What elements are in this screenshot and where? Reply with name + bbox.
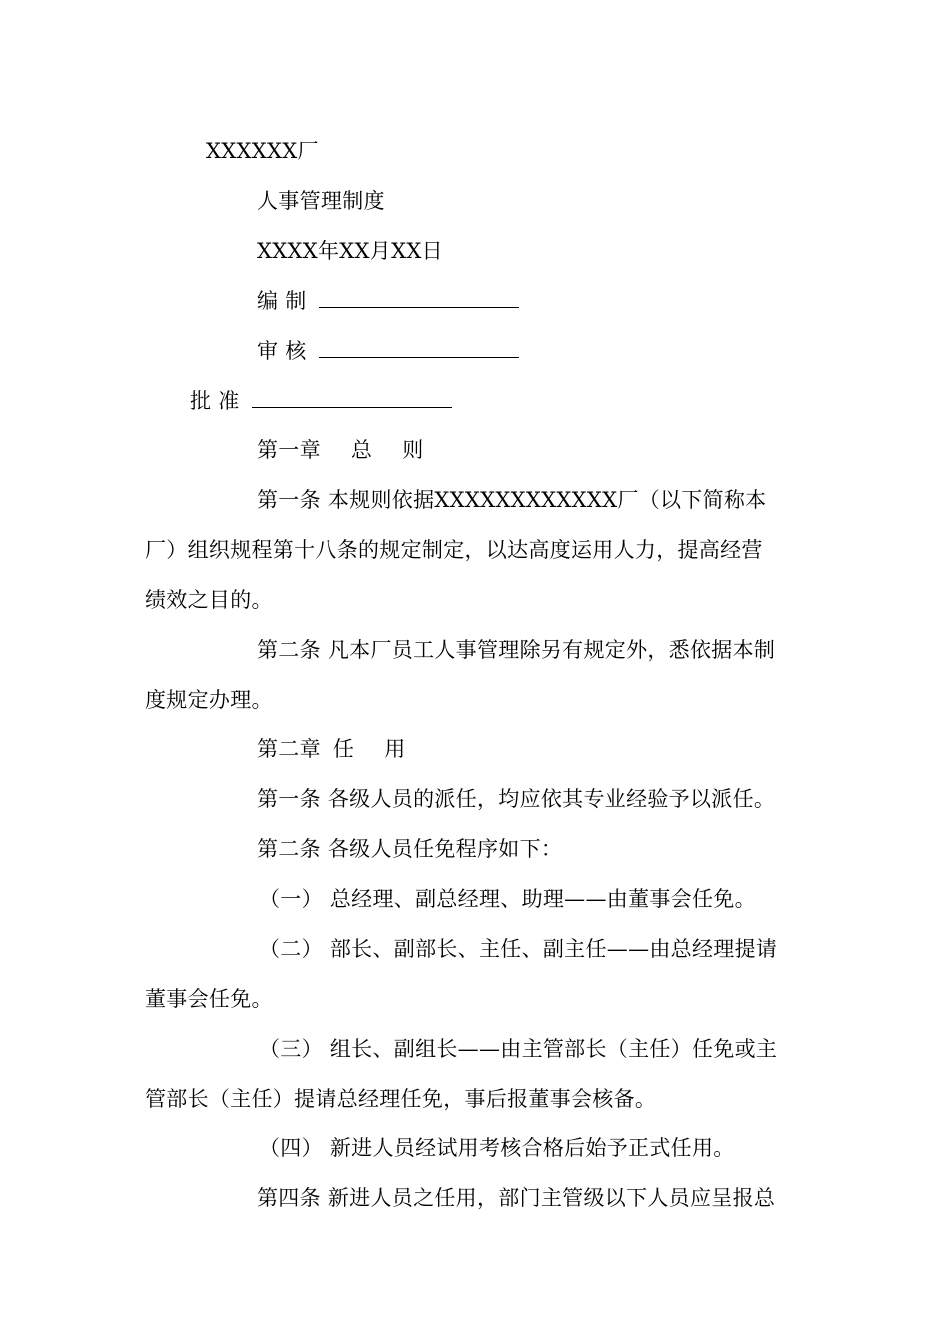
approve-row (190, 387, 452, 415)
chapter2-title-part1: 任 (332, 737, 355, 761)
document-title: 人事管理制度 (257, 189, 385, 213)
ch2-article2: 第二条 各级人员任免程序如下： (257, 837, 563, 861)
review-label: 审 核 (257, 339, 307, 363)
ch1-article2-line1: 第二条 凡本厂员工人事管理除另有规定外，悉依据本制 (257, 638, 776, 662)
chapter1-title-part1: 总 (350, 438, 373, 462)
ch2-item4: （四） 新进人员经试用考核合格后始予正式任用。 (259, 1136, 735, 1160)
chapter1-title-part2: 则 (402, 438, 424, 462)
approve-label: 批 准 (190, 389, 240, 413)
factory-name: XXXXXX厂 (206, 139, 319, 163)
compile-signature-blank (319, 289, 519, 308)
ch2-item3-line2: 管部长（主任）提请总经理任免，事后报董事会核备。 (145, 1087, 657, 1111)
approve-signature-blank (252, 389, 452, 408)
ch2-item2-line1: （二） 部长、副部长、主任、副主任——由总经理提请 (259, 937, 778, 961)
ch1-article1-line2: 厂）组织规程第十八条的规定制定，以达高度运用人力，提高经营 (145, 538, 763, 562)
chapter2-number: 第二章 (257, 737, 321, 761)
chapter1-heading (257, 436, 424, 464)
document-date: XXXX年XX月XX日 (257, 239, 443, 263)
ch2-item1: （一） 总经理、副总经理、助理——由董事会任免。 (259, 887, 756, 911)
compile-label: 编 制 (257, 289, 307, 313)
ch2-article4-line1: 第四条 新进人员之任用，部门主管级以下人员应呈报总 (257, 1186, 776, 1210)
ch2-article1: 第一条 各级人员的派任，均应依其专业经验予以派任。 (257, 787, 776, 811)
ch1-article1-line3: 绩效之目的。 (145, 588, 273, 612)
ch1-article2-line2: 度规定办理。 (145, 688, 273, 712)
review-row (257, 337, 519, 365)
compile-row (257, 287, 519, 315)
chapter2-title-part2: 用 (384, 737, 406, 761)
ch1-article1-line1: 第一条 本规则依据XXXXXXXXXXXX厂（以下简称本 (257, 488, 767, 512)
chapter2-heading (257, 735, 406, 763)
review-signature-blank (319, 339, 519, 358)
ch2-item3-line1: （三） 组长、副组长——由主管部长（主任）任免或主 (259, 1037, 778, 1061)
ch2-item2-line2: 董事会任免。 (145, 987, 273, 1011)
chapter1-number: 第一章 (257, 438, 321, 462)
